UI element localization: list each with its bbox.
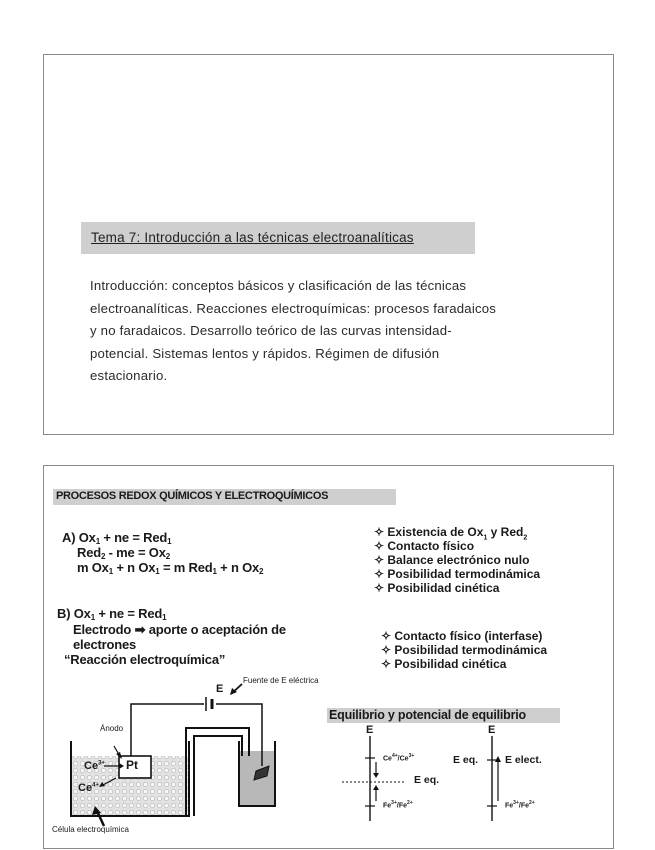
body-line: y no faradaicos. Desarrollo teórico de las curvas intensidad- bbox=[90, 323, 452, 339]
eq-e-right: E bbox=[488, 724, 496, 736]
equation-a3: m $Ox_1 + n$ $Ox_1 = m$ Red$_1$ + n $Ox_2$ bbox=[77, 560, 264, 576]
couple-fe-left: $Fe^{3+}/Fe^{2+}$ bbox=[383, 800, 413, 810]
ce4-label: $Ce^{4+}$ bbox=[78, 782, 99, 794]
slide-2-title: PROCESOS REDOX QUÍMICOS Y ELECTROQUÍMICOS bbox=[56, 490, 329, 502]
pt-label: Pt bbox=[126, 758, 138, 772]
condition-a-3: ✧ Balance electrónico nulo bbox=[374, 553, 530, 567]
section-b-label: B) bbox=[57, 606, 71, 621]
condition-a-1: ✧ Existencia de $Ox_1$ y Red$_2$ bbox=[374, 525, 528, 542]
body-line: estacionario. bbox=[90, 368, 168, 384]
eq-e-left: E bbox=[366, 724, 374, 736]
slide-1 bbox=[43, 54, 614, 435]
body-line: Introducción: conceptos básicos y clasificación de las técnicas bbox=[90, 278, 467, 293]
equilibrium-title: Equilibrio y potencial de equilibrio bbox=[329, 708, 526, 722]
couple-ce-left: $Ce^{4+}/Ce^{3+}$ bbox=[383, 753, 415, 763]
condition-b-1: ✧ Contacto físico (interfase) bbox=[381, 629, 543, 643]
condition-b-2: ✧ Posibilidad termodinámica bbox=[381, 643, 548, 657]
salt-bridge-inner bbox=[194, 736, 242, 816]
slide-1-title-bar bbox=[81, 222, 475, 254]
couple-fe-right: $Fe^{3+}/Fe^{2+}$ bbox=[505, 800, 535, 810]
body-line: potencial. Sistemas lentos y rápidos. Régimen de difusión bbox=[90, 345, 440, 361]
body-line: electroanalíticas. Reacciones electroquímicas: procesos faradaicos bbox=[90, 300, 497, 316]
equation-b3: electrones bbox=[73, 637, 137, 652]
condition-a-2: ✧ Contacto físico bbox=[374, 539, 475, 553]
cell-diagram bbox=[44, 466, 615, 850]
e-eq-left: E eq. bbox=[414, 774, 440, 786]
equation-a2: Red$_2$ - me = $Ox_2$ bbox=[77, 545, 170, 561]
condition-a-4: ✧ Posibilidad termodinámica bbox=[374, 567, 541, 581]
equation-b2: Electrodo ➡ aporte o aceptación de bbox=[73, 622, 286, 637]
section-a-label: A) bbox=[62, 530, 76, 545]
equation-b4: “Reacción electroquímica” bbox=[64, 652, 226, 667]
e-label: E bbox=[216, 683, 224, 695]
e-elect-label: E elect. bbox=[505, 754, 542, 766]
e-eq-right: E eq. bbox=[453, 754, 479, 766]
slide-1-title: Tema 7: Introducción a las técnicas electroanalíticas bbox=[91, 230, 414, 245]
condition-a-5: ✧ Posibilidad cinética bbox=[374, 581, 500, 595]
equilibrium-title-bar bbox=[327, 708, 560, 723]
equation-b1: B) $Ox_1$ + ne = Red$_1$ bbox=[57, 606, 167, 622]
cell-label: Célula electroquímica bbox=[52, 825, 129, 834]
condition-b-3: ✧ Posibilidad cinética bbox=[381, 657, 507, 671]
ce3-label: $Ce^{3+}$ bbox=[84, 760, 105, 772]
slide-1-body bbox=[90, 275, 580, 388]
equation-a1: A) $Ox_1$ + ne = Red$_1$ bbox=[62, 530, 172, 546]
anode-label: Ánodo bbox=[100, 724, 124, 733]
arrow-icon: ➡ bbox=[134, 622, 146, 637]
source-label: Fuente de E eléctrica bbox=[243, 676, 319, 685]
slide-2 bbox=[43, 465, 614, 849]
